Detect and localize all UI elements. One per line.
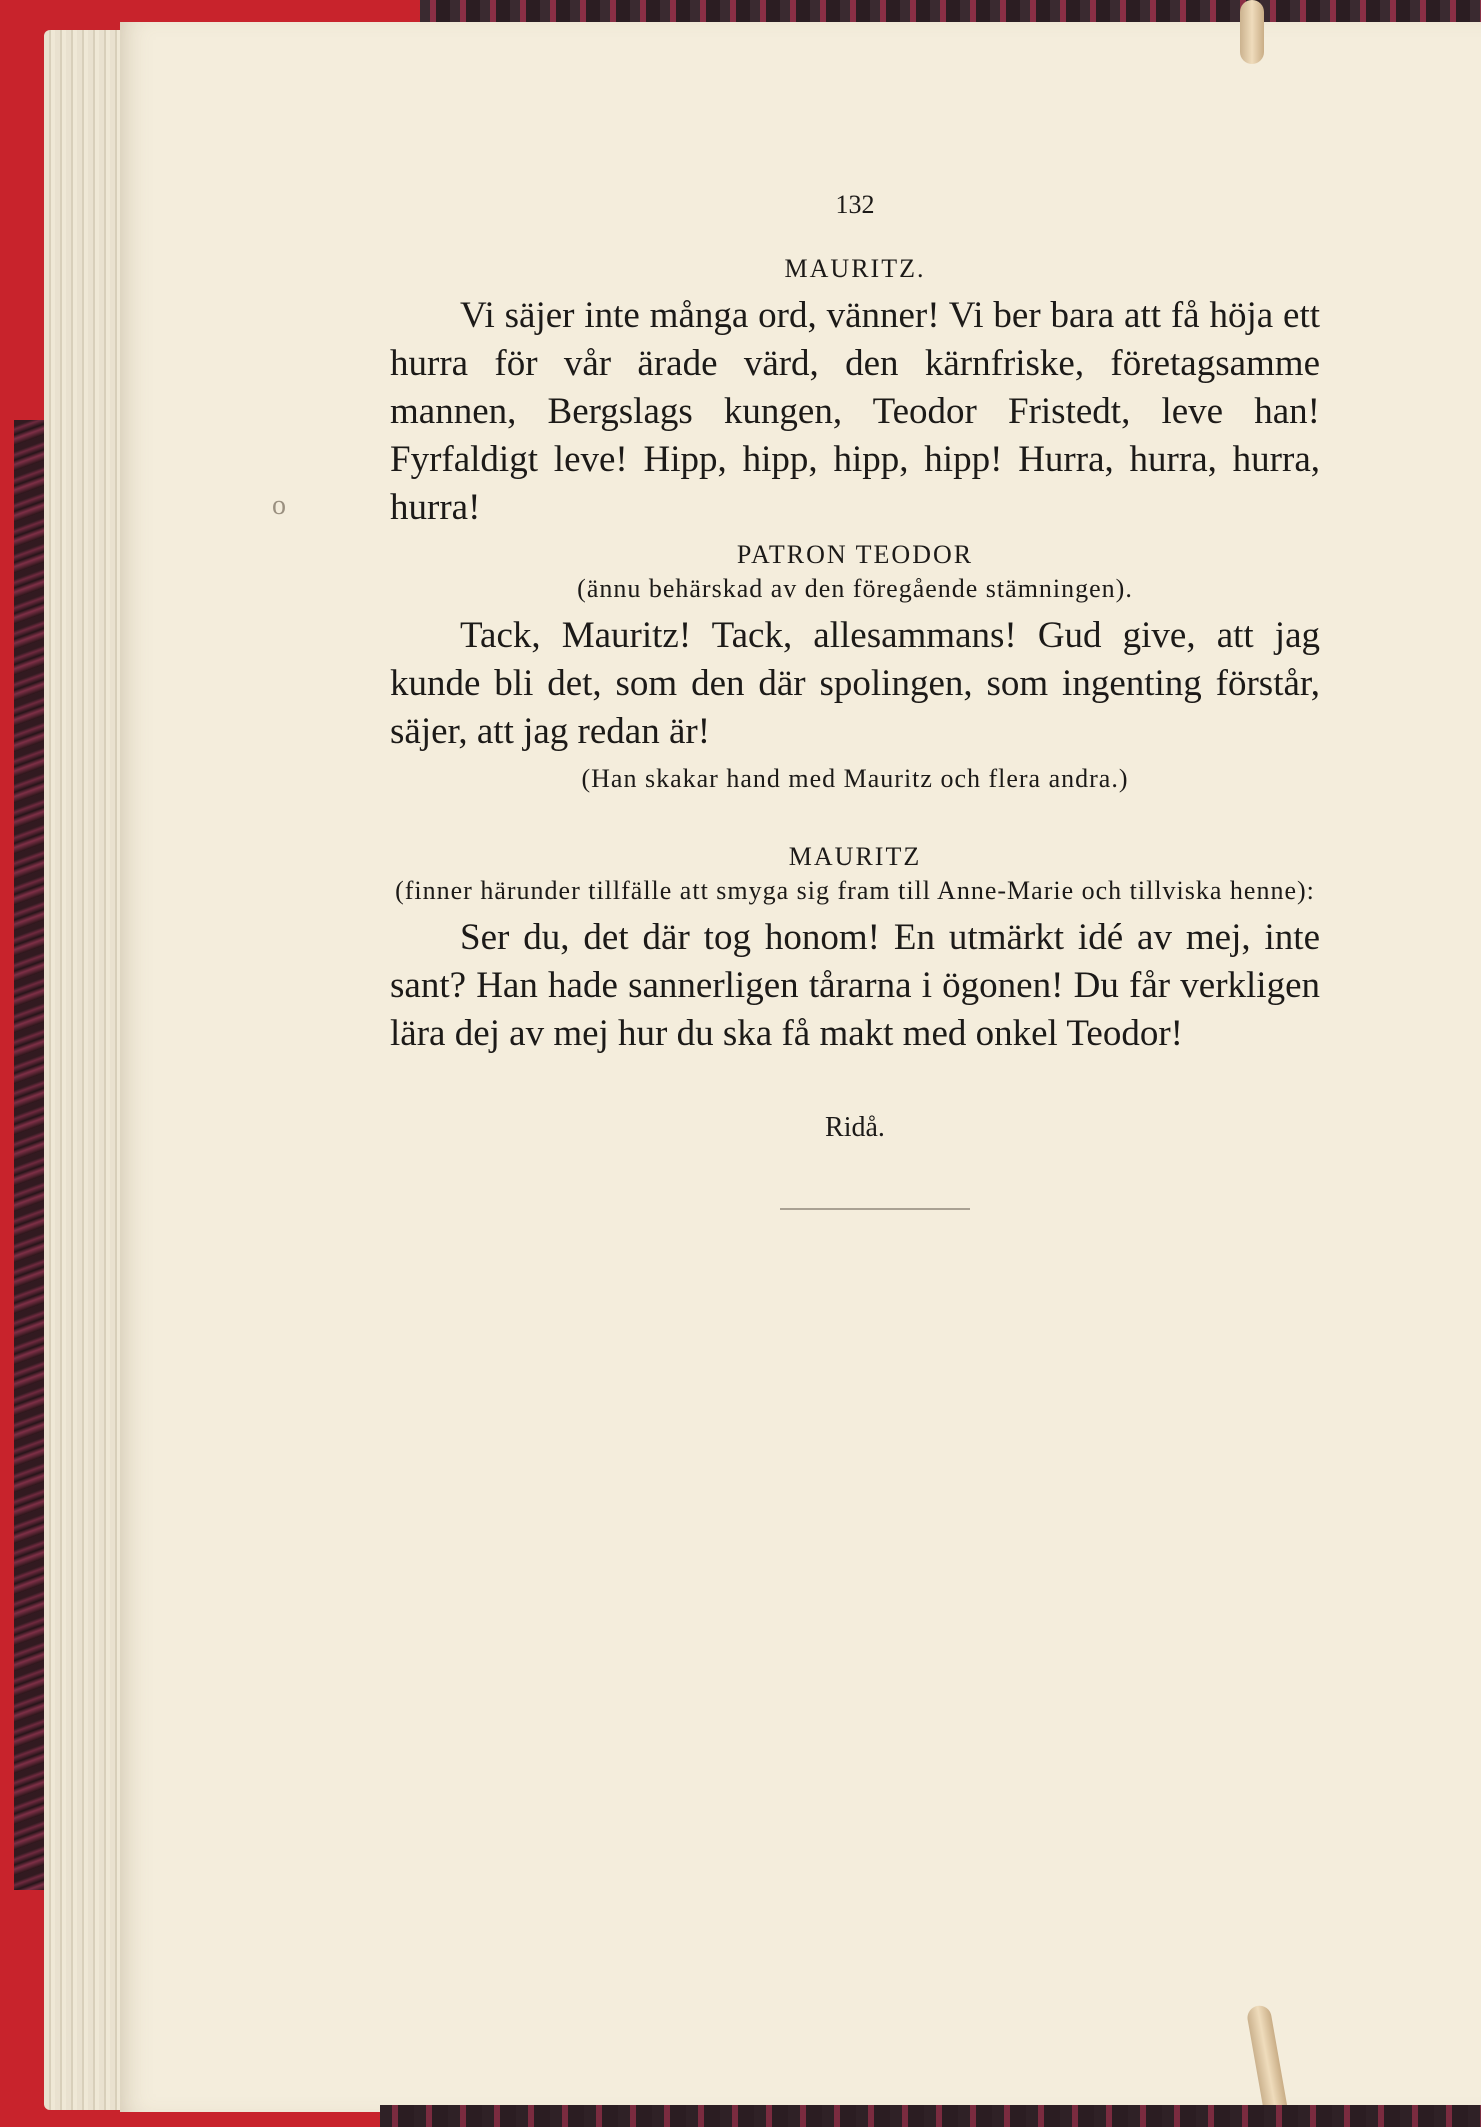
stage-direction: (finner härunder tillfälle att smyga sig fram till Anne-Marie och tillviska henne): [395, 876, 1315, 905]
speech-paragraph: Vi säjer inte många ord, vänner! Vi ber bara att få höja ett hurra för vår ärade värd, den kärnfriske, företagsamme mannen, Bergslags kungen, Teodor Fristedt, leve han! Fyrfaldigt leve! Hipp, hipp, hipp, hipp! Hurra, hurra, hurra, hurra! [390, 295, 1320, 528]
page-number: 132 [835, 190, 875, 219]
stage-direction: (Han skakar hand med Mauritz och flera andra.) [581, 764, 1129, 793]
binding-bottom-edge [380, 2105, 1481, 2127]
speech-paragraph: Tack, Mauritz! Tack, allesammans! Gud give, att jag kunde bli det, som den där spolingen, som ingenting förstår, säjer, att jag redan är! [390, 615, 1320, 752]
curtain-line: Ridå. [825, 1112, 885, 1143]
bookmark-ribbon-top [1240, 0, 1264, 64]
speaker-heading: MAURITZ [788, 842, 922, 871]
page-text [390, 190, 1340, 1210]
speaker-heading: MAURITZ. [784, 254, 926, 283]
stage-direction: (ännu behärskad av den föregående stämningen). [577, 574, 1133, 603]
speaker-heading: PATRON TEODOR [736, 540, 974, 569]
speech-paragraph: Ser du, det där tog honom! En utmärkt idé av mej, inte sant? Han hade sannerligen tårarna i ögonen! Du får verkligen lära dej av mej hur du ska få makt med onkel Teodor! [390, 917, 1320, 1054]
spacer [390, 802, 1340, 842]
end-rule [780, 1208, 970, 1210]
margin-mark: o [272, 490, 286, 521]
